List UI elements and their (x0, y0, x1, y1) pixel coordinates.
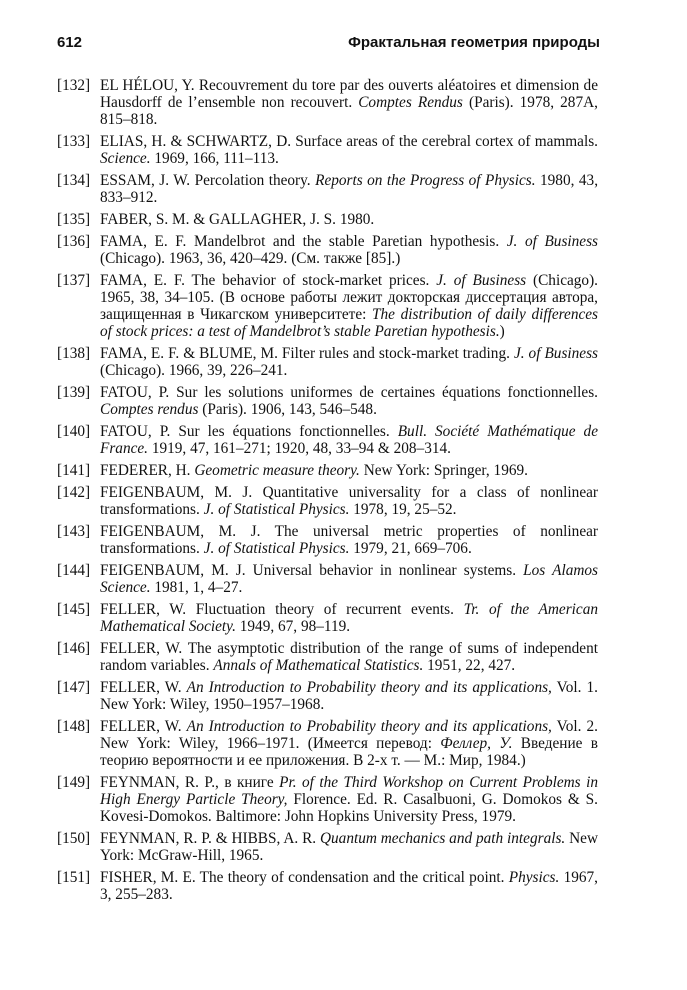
reference-segment: FEIGENBAUM, M. J. The universal metric properties of nonlinear transformations. (100, 523, 598, 557)
reference-number: [144] (57, 562, 91, 579)
reference-segment: FATOU, P. Sur les équations fonctionnelles. (100, 423, 398, 440)
reference-segment: FELLER, W. (100, 718, 187, 735)
reference-segment: Vol. 1. New York: Wiley, 1950–1957–1968. (100, 679, 598, 713)
reference-number: [139] (57, 384, 91, 401)
reference-italic-segment: Comptes rendus (100, 401, 199, 418)
reference-italic-segment: Pr. of the Third Workshop on Current Problems in High Energy Particle Theory, (100, 774, 598, 808)
reference-segment: FEIGENBAUM, M. J. Universal behavior in nonlinear systems. (100, 562, 524, 579)
reference-segment: FELLER, W. Fluctuation theory of recurrent events. (100, 601, 464, 618)
reference-italic-segment: An Introduction to Probability theory and its applications, (186, 679, 552, 696)
reference-entry (57, 484, 598, 518)
reference-segment: ELIAS, H. & SCHWARTZ, D. Surface areas of the cerebral cortex of mammals. (100, 133, 598, 150)
reference-entry (57, 211, 598, 228)
page-header (57, 34, 600, 56)
reference-number: [150] (57, 830, 91, 847)
reference-italic-segment: Science. (100, 150, 151, 167)
reference-text (100, 172, 598, 206)
reference-segment: ESSAM, J. W. Percolation theory. (100, 172, 316, 189)
reference-segment: FISHER, M. E. The theory of condensation and the critical point. (100, 869, 509, 886)
reference-text (100, 211, 374, 228)
reference-text (100, 233, 598, 267)
reference-number: [145] (57, 601, 91, 618)
reference-entry (57, 562, 598, 596)
reference-number: [134] (57, 172, 91, 189)
reference-segment: 1951, 22, 427. (423, 657, 516, 674)
reference-italic-segment: Los Alamos Science. (100, 562, 598, 596)
reference-italic-segment: An Introduction to Probability theory and its applications, (186, 718, 552, 735)
reference-number: [133] (57, 133, 91, 150)
reference-entry (57, 345, 598, 379)
reference-text (100, 718, 598, 769)
reference-italic-segment: Reports on the Progress of Physics. (315, 172, 536, 189)
reference-segment: FEIGENBAUM, M. J. Quantitative universality for a class of nonlinear transformations. (100, 484, 598, 518)
reference-number: [143] (57, 523, 91, 540)
reference-text (100, 423, 598, 457)
reference-entry (57, 869, 598, 903)
reference-italic-segment: The distribution of daily differences of stock prices: a test of Mandelbrot’s stable Paretian hypothesis. (100, 306, 598, 340)
reference-number: [148] (57, 718, 91, 735)
reference-number: [149] (57, 774, 91, 791)
reference-segment: ) (499, 323, 505, 340)
reference-segment: 1967, 3, 255–283. (100, 869, 598, 903)
reference-segment: EL HÉLOU, Y. Recouvrement du tore par des ouverts aléatoires et dimension de Hausdorff de l’ensemble non recouvert. (100, 77, 598, 111)
page-number: 612 (57, 34, 83, 51)
reference-entry (57, 423, 598, 457)
reference-segment: (Chicago). 1966, 39, 226–241. (100, 362, 288, 379)
reference-segment: FELLER, W. (100, 679, 187, 696)
reference-text (100, 523, 598, 557)
reference-italic-segment: Annals of Mathematical Statistics. (213, 657, 424, 674)
reference-text (100, 462, 528, 479)
reference-italic-segment: J. of Statistical Physics. (203, 501, 350, 518)
reference-italic-segment: J. of Statistical Physics. (203, 540, 350, 557)
reference-italic-segment: J. of Business (506, 233, 598, 250)
reference-entry (57, 233, 598, 267)
reference-number: [135] (57, 211, 91, 228)
reference-segment: Vol. 2. New York: Wiley, 1966–1971. (Имеется перевод: (100, 718, 598, 752)
reference-italic-segment: Tr. of the American Mathematical Society. (100, 601, 598, 635)
reference-segment: New York: McGraw-Hill, 1965. (100, 830, 599, 864)
reference-entry (57, 523, 598, 557)
reference-segment: 1980, 43, 833–912. (100, 172, 599, 206)
reference-text (100, 830, 598, 864)
reference-entry (57, 77, 598, 128)
reference-segment: FAMA, E. F. The behavior of stock-market prices. (100, 272, 437, 289)
reference-italic-segment: Physics. (508, 869, 560, 886)
reference-entry (57, 601, 598, 635)
running-title: Фрактальная геометрия природы (348, 34, 600, 51)
reference-segment: 1981, 1, 4–27. (150, 579, 243, 596)
reference-segment: FAMA, E. F. & BLUME, M. Filter rules and stock-market trading. (100, 345, 514, 362)
reference-text (100, 679, 598, 713)
reference-number: [137] (57, 272, 91, 289)
reference-segment: Florence. Ed. R. Casalbuoni, G. Domokos & S. Kovesi-Domokos. Baltimore: John Hopkins University Press, 1979. (100, 791, 599, 825)
reference-entry (57, 679, 598, 713)
reference-segment: (Paris). 1906, 143, 546–548. (198, 401, 377, 418)
reference-entry (57, 774, 598, 825)
reference-italic-segment: Comptes Rendus (358, 94, 463, 111)
reference-segment: FEYNMAN, R. P., в книге (100, 774, 280, 791)
reference-segment: 1969, 166, 111–113. (150, 150, 279, 167)
reference-segment: 1978, 19, 25–52. (349, 501, 457, 518)
reference-number: [146] (57, 640, 91, 657)
reference-entry (57, 640, 598, 674)
reference-number: [147] (57, 679, 91, 696)
reference-entry (57, 272, 598, 340)
reference-segment: New York: Springer, 1969. (359, 462, 528, 479)
reference-text (100, 640, 598, 674)
reference-number: [142] (57, 484, 91, 501)
reference-segment: FAMA, E. F. Mandelbrot and the stable Paretian hypothesis. (100, 233, 507, 250)
reference-text (100, 345, 598, 379)
reference-italic-segment: Bull. Société Mathématique de France. (100, 423, 598, 457)
reference-segment: FELLER, W. The asymptotic distribution of the range of sums of independent random variables. (100, 640, 598, 674)
reference-number: [132] (57, 77, 91, 94)
reference-segment: FEDERER, H. (100, 462, 195, 479)
reference-text (100, 774, 598, 825)
reference-text (100, 601, 598, 635)
reference-segment: FATOU, P. Sur les solutions uniformes de certaines équations fonctionnelles. (100, 384, 598, 401)
reference-text (100, 77, 598, 128)
reference-italic-segment: Quantum mechanics and path integrals. (319, 830, 566, 847)
reference-entry (57, 462, 598, 479)
reference-segment: 1949, 67, 98–119. (235, 618, 351, 635)
reference-italic-segment: Феллер, У. (440, 735, 513, 752)
reference-text (100, 562, 598, 596)
reference-entry (57, 133, 598, 167)
reference-italic-segment: J. of Business (436, 272, 527, 289)
reference-text (100, 272, 598, 340)
reference-number: [140] (57, 423, 91, 440)
reference-text (100, 869, 598, 903)
reference-segment: 1979, 21, 669–706. (349, 540, 472, 557)
reference-number: [141] (57, 462, 91, 479)
reference-segment: 1919, 47, 161–271; 1920, 48, 33–94 & 208–314. (148, 440, 451, 457)
reference-number: [151] (57, 869, 91, 886)
reference-segment: Введение в теорию вероятности и ее приложения. В 2-х т. — М.: Мир, 1984.) (100, 735, 599, 769)
reference-number: [138] (57, 345, 91, 362)
reference-entry (57, 172, 598, 206)
reference-list (57, 77, 598, 908)
reference-entry (57, 384, 598, 418)
reference-number: [136] (57, 233, 91, 250)
reference-italic-segment: Geometric measure theory. (194, 462, 360, 479)
reference-entry (57, 718, 598, 769)
reference-segment: (Chicago). 1965, 38, 34–105. (В основе работы лежит докторская диссертация автора, защищенная в Чикагском университете: (100, 272, 598, 323)
reference-segment: (Paris). 1978, 287A, 815–818. (100, 94, 598, 128)
reference-segment: FABER, S. M. & GALLAGHER, J. S. 1980. (100, 211, 375, 228)
reference-italic-segment: J. of Business (513, 345, 599, 362)
reference-text (100, 384, 598, 418)
reference-text (100, 484, 598, 518)
reference-segment: (Chicago). 1963, 36, 420–429. (См. также [85].) (100, 250, 401, 267)
reference-entry (57, 830, 598, 864)
reference-segment: FEYNMAN, R. P. & HIBBS, A. R. (100, 830, 320, 847)
reference-text (100, 133, 598, 167)
